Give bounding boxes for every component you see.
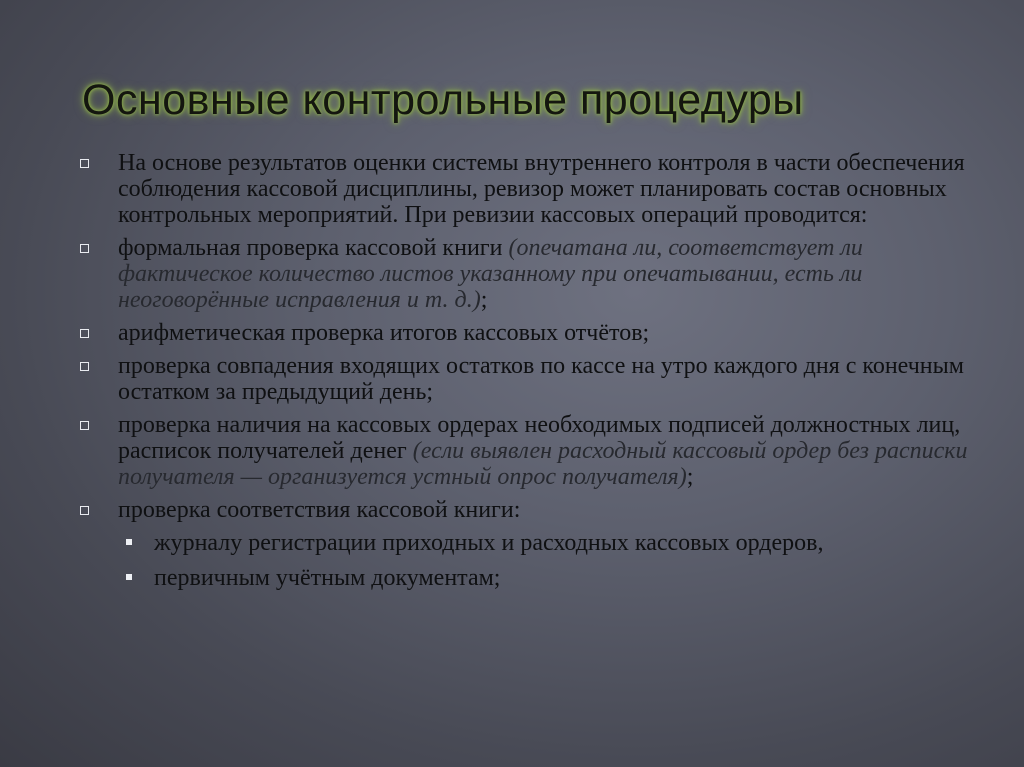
square-bullet-icon — [80, 159, 89, 168]
subitem-text: журналу регистрации приходных и расходных кассовых ордеров, — [154, 530, 824, 556]
item-text: проверка соответствия кассовой книги: — [118, 497, 521, 523]
list-item — [80, 320, 980, 346]
item-italic-note: (если выявлен расходный кассовый ордер без расписки получателя — организуется устный опрос получателя) — [118, 438, 968, 490]
item-suffix: ; — [480, 287, 488, 313]
filled-square-bullet-icon — [126, 539, 132, 545]
item-text: формальная проверка кассовой книги — [118, 235, 503, 261]
square-bullet-icon — [80, 506, 89, 515]
square-bullet-icon — [80, 329, 89, 338]
slide-content — [80, 150, 980, 600]
square-bullet-icon — [80, 362, 89, 371]
square-bullet-icon — [80, 244, 89, 253]
item-text: проверка совпадения входящих остатков по кассе на утро каждого дня с конечным остатком за предыдущий день; — [118, 353, 964, 405]
item-italic-note: (опечатана ли, соответствует ли фактическое количество листов указанному при опечатывании, есть ли неоговорённые исправления и т. д.) — [118, 235, 863, 313]
filled-square-bullet-icon — [126, 574, 132, 580]
item-suffix: ; — [686, 464, 694, 490]
item-text: На основе результатов оценки системы внутреннего контроля в части обеспечения соблюдения кассовой дисциплины, ревизор может планировать состав основных контрольных мероприятий. При ревизии кассовых операций проводится: — [118, 150, 965, 228]
list-item — [80, 353, 980, 405]
list-item — [80, 235, 980, 313]
list-item — [80, 497, 980, 523]
slide-title: Основные контрольные процедуры — [82, 76, 804, 124]
item-text: проверка наличия на кассовых ордерах необходимых подписей должностных лиц, расписок получателей денег — [118, 412, 961, 464]
subitem-text: первичным учётным документам; — [154, 565, 501, 591]
square-bullet-icon — [80, 421, 89, 430]
list-item — [80, 150, 980, 228]
list-item — [80, 412, 980, 490]
sub-list-item — [80, 530, 980, 556]
sub-list-item — [80, 565, 980, 591]
item-text: арифметическая проверка итогов кассовых отчётов; — [118, 320, 650, 346]
